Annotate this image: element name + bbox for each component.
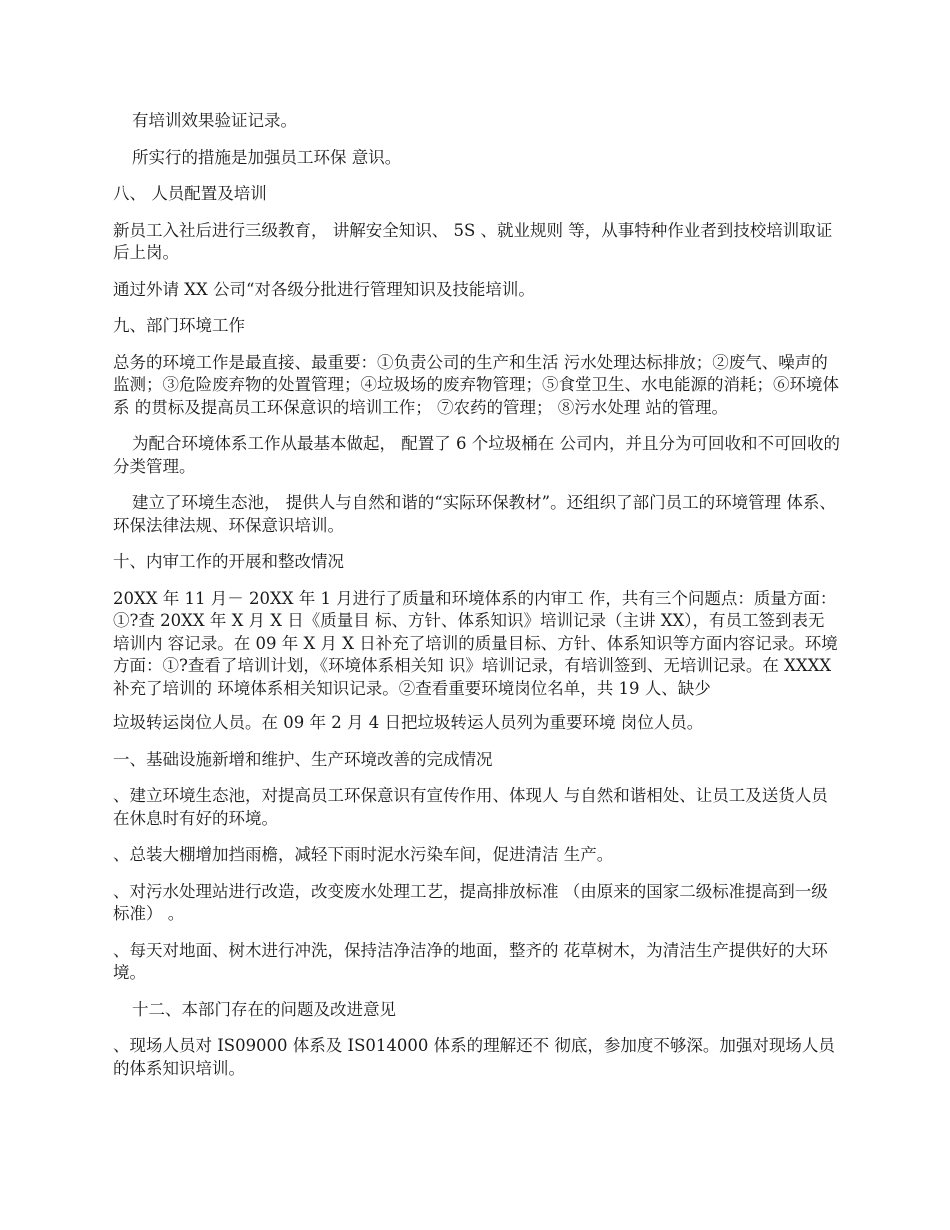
- document-body: [113, 110, 841, 1094]
- heading-section-8: 八、 人员配置及培训: [113, 184, 267, 203]
- heading-section-11: 一、基础设施新增和维护、生产环境改善的完成情况: [113, 749, 493, 769]
- paragraph-eco-pond-item: 、建立环境生态池，对提高员工环保意识有宣传作用、体现人 与自然和谐相处、让员工及送货人员在休息时有好的环境。: [113, 786, 828, 828]
- paragraph-iso-understanding: 、现场人员对 IS09000 体系及 IS014000 体系的理解还不 彻底，参加度不够深。加强对现场人员的体系知识培训。: [113, 1036, 835, 1078]
- heading-section-12: 十二、本部门存在的问题及改进意见: [132, 999, 396, 1019]
- paragraph-new-employee-education: 新员工入社后进行三级教育， 讲解安全知识、 5S 、就业规则 等，从事特种作业者到技校培训取证后上岗。: [113, 220, 833, 262]
- heading-section-9: 九、部门环境工作: [113, 316, 245, 335]
- paragraph-rain-eaves-item: 、总装大棚增加挡雨檐，减轻下雨时泥水污染车间，促进清洁 生产。: [113, 845, 614, 864]
- paragraph-external-training: 通过外请 XX 公司“对各级分批进行管理知识及技能培训。: [113, 279, 535, 299]
- paragraph-cleaning-item: 、每天对地面、树木进行冲洗，保持洁净洁净的地面，整齐的 花草树木，为清洁生产提供好的大环境。: [113, 940, 828, 982]
- paragraph-environment-duties: 总务的环境工作是最直接、最重要：①负责公司的生产和生活 污水处理达标排放；②废气、噪声的监测；③危险废弃物的处置管理；④垃圾场的废弃物管理；⑤食堂卫生、水电能源的消耗；⑥环境体系 的贯标及提高员工环保意识的培训工作； ⑦农药的管理； ⑧污水处理 站的管理。: [113, 352, 839, 417]
- paragraph-eco-pond: 建立了环境生态池， 提供人与自然和谐的“实际环保教材”。还组织了部门员工的环境管理 体系、环保法律法规、环保意识培训。: [113, 493, 836, 535]
- heading-section-10: 十、内审工作的开展和整改情况: [113, 552, 344, 571]
- paragraph-measures: 所实行的措施是加强员工环保 意识。: [132, 147, 402, 167]
- paragraph-sewage-upgrade-item: 、对污水处理站进行改造，改变废水处理工艺，提高排放标准 （由原来的国家二级标准提高到一级标准） 。: [113, 881, 828, 923]
- paragraph-waste-transfer: 垃圾转运岗位人员。在 09 年 2 月 4 日把垃圾转运人员列为重要环境 岗位人员。: [113, 713, 704, 732]
- paragraph-trash-bins: 为配合环境体系工作从最基本做起， 配置了 6 个垃圾桶在 公司内，并且分为可回收和不可回收的分类管理。: [113, 434, 840, 476]
- paragraph-training-record: 有培训效果验证记录。: [132, 111, 297, 130]
- paragraph-internal-audit: 20XX 年 11 月－ 20XX 年 1 月进行了质量和环境体系的内审工 作，共有三个问题点：质量方面：①?查 20XX 年 X 月 X 日《质量目 标、方针、体系知识》培训记录（主讲 XX），有员工签到表无培训内 容记录。在 09 年 X 月 X 日补充了培训的质量目标、方针、体系知识等方面内容记录。环境方面：①?查看了培训计划，《环境体系相关知 识》培训记录，有培训签到、无培训记录。在 XXXX 补充了培训的 环境体系相关知识记录。②查看重要环境岗位名单，共 19 人、缺少: [113, 588, 838, 698]
